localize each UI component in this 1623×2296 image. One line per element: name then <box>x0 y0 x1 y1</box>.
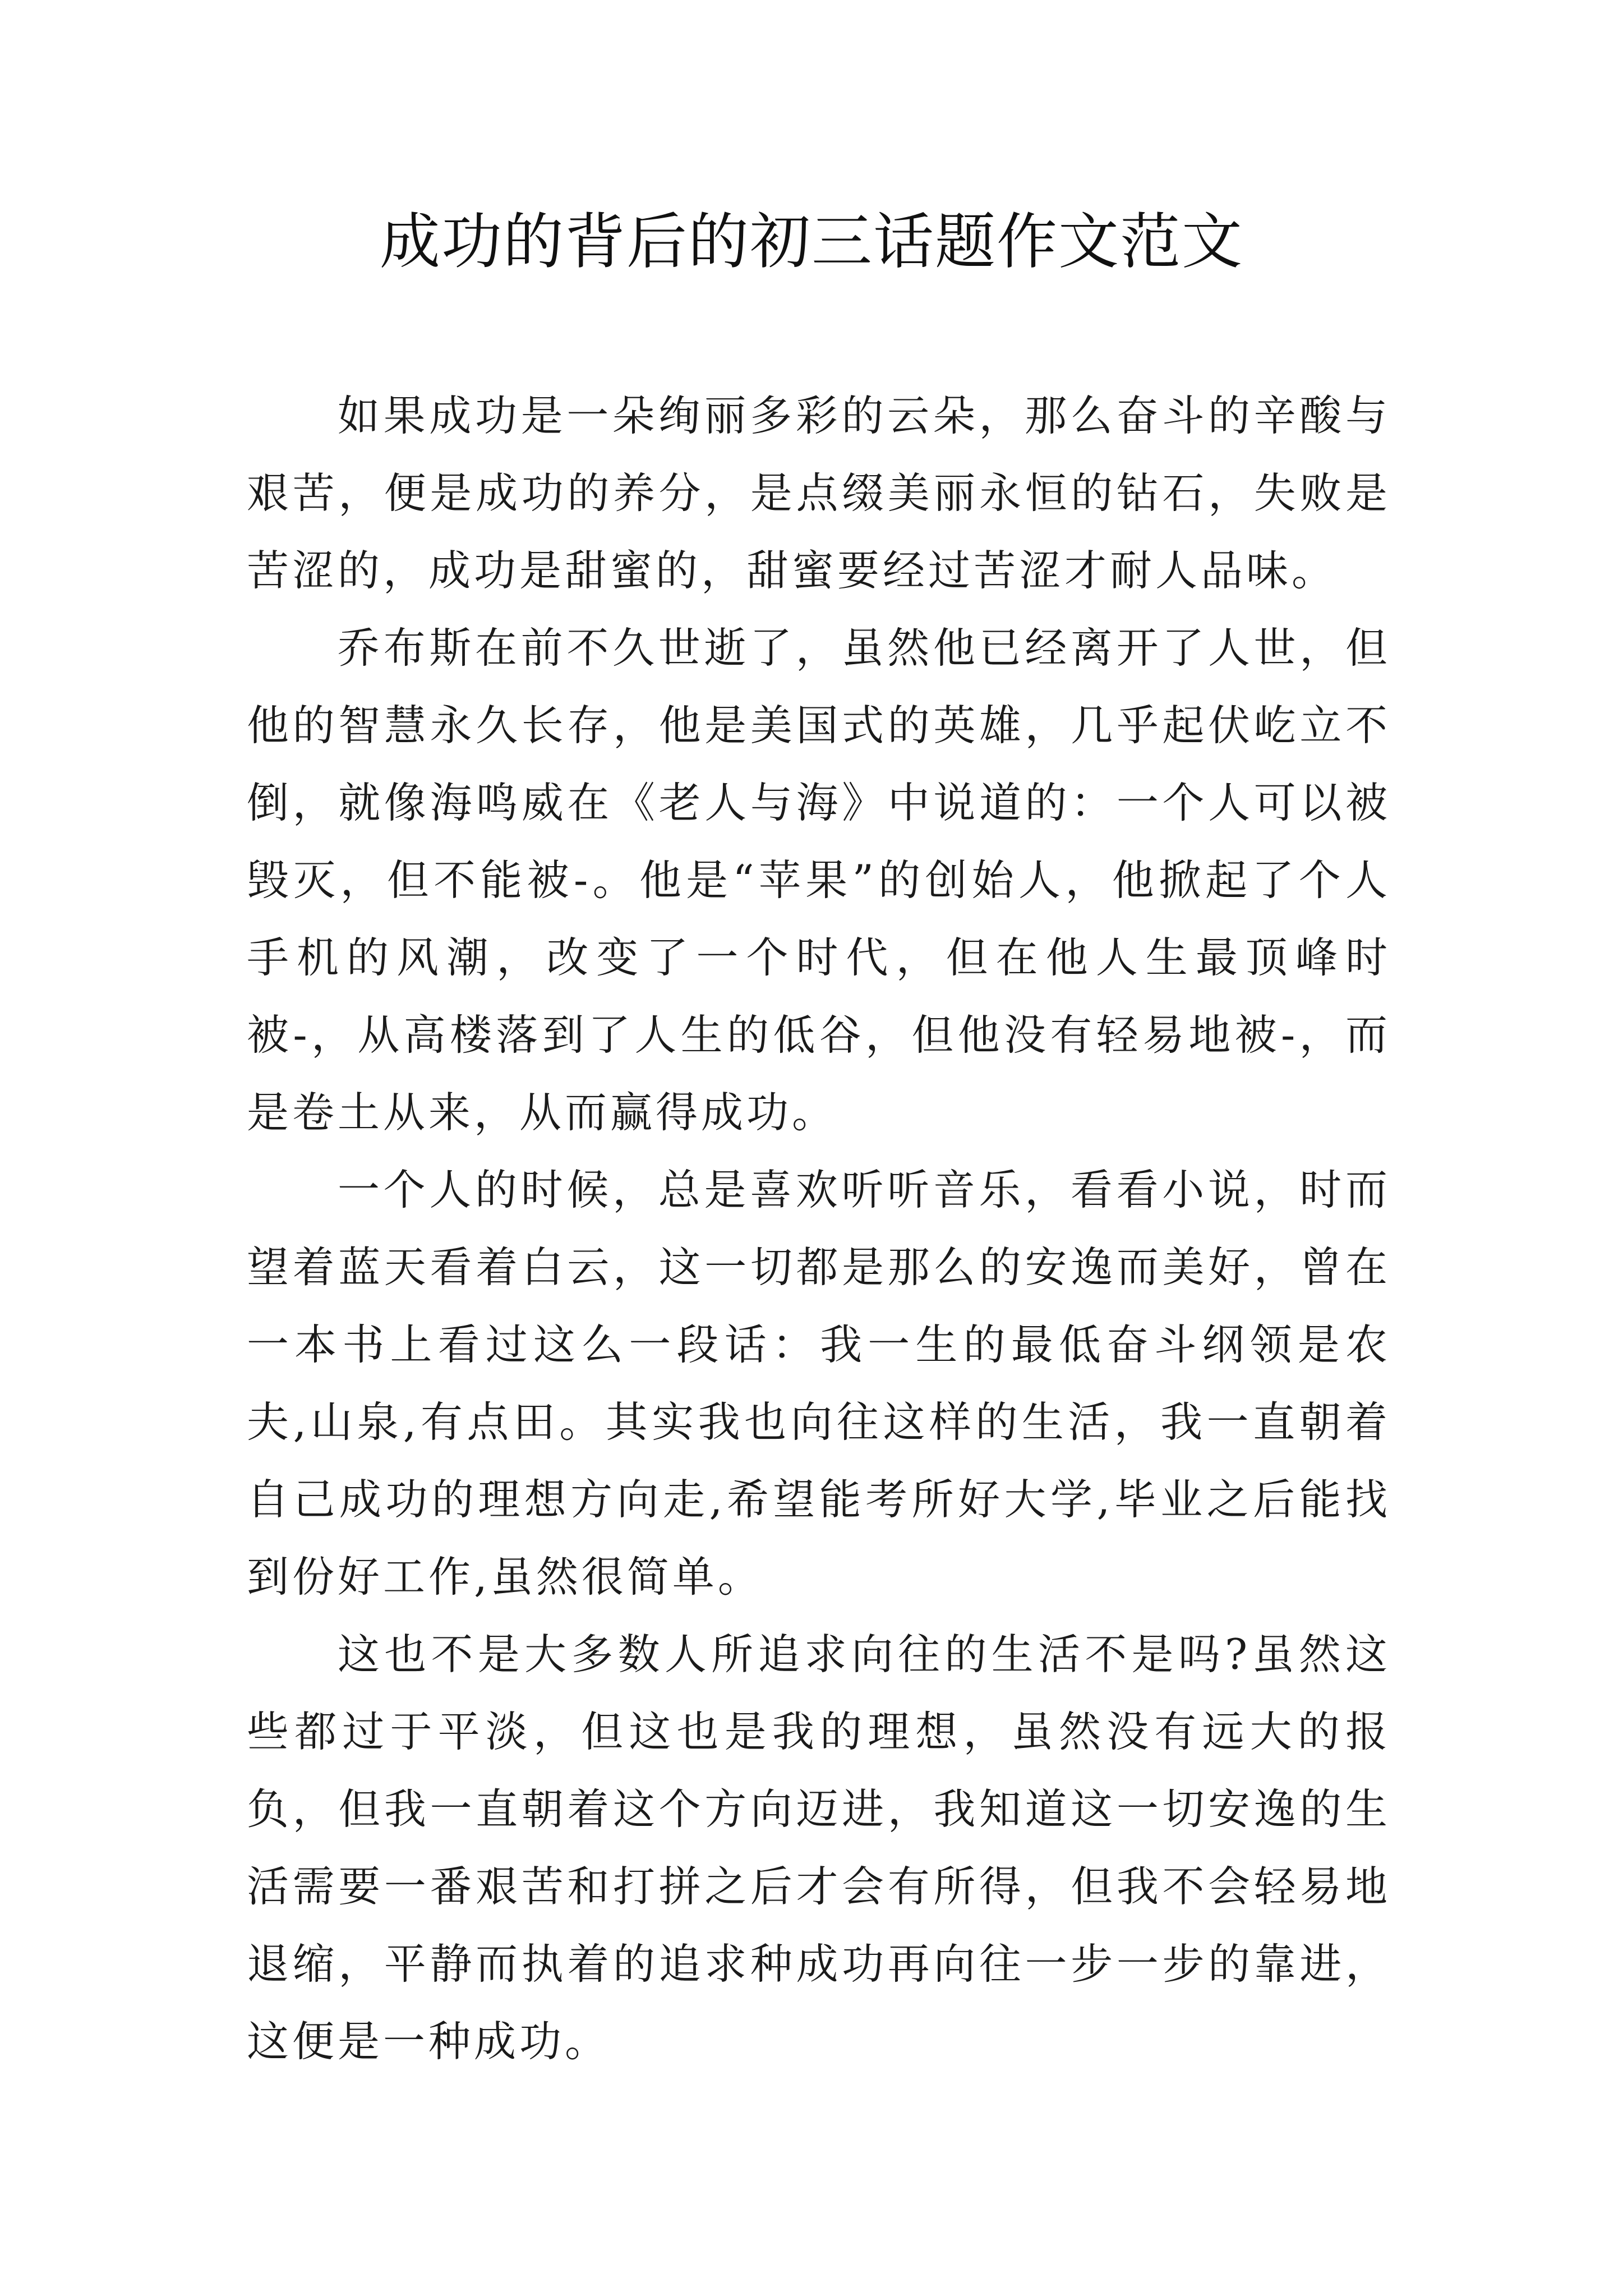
document-title: 成功的背后的初三话题作文范文 <box>379 207 1243 277</box>
paragraph-1: 如果成功是一朵绚丽多彩的云朵，那么奋斗的辛酸与艰苦，便是成功的养分，是点缀美丽永恒的钻石，失败是苦涩的，成功是甜蜜的，甜蜜要经过苦涩才耐人品味。 <box>247 391 1391 595</box>
paragraph-3: 一个人的时候，总是喜欢听听音乐，看看小说，时而望着蓝天看着白云，这一切都是那么的安逸而美好，曾在一本书上看过这么一段话：我一生的最低奋斗纲领是农夫,山泉,有点田。其实我也向往这样的生活，我一直朝着自己成功的理想方向走,希望能考所好大学,毕业之后能找到份好工作,虽然很简单。 <box>247 1165 1391 1602</box>
document-body <box>247 377 1391 2080</box>
paragraph-2: 乔布斯在前不久世逝了，虽然他已经离开了人世，但他的智慧永久长存，他是美国式的英雄，几乎起伏屹立不倒，就像海鸣威在《老人与海》中说道的：一个人可以被毁灭，但不能被-。他是“苹果”的创始人，他掀起了个人手机的风潮，改变了一个时代，但在他人生最顶峰时被-，从高楼落到了人生的低谷，但他没有轻易地被-，而是卷土从来，从而赢得成功。 <box>247 623 1391 1137</box>
paragraph-4: 这也不是大多数人所追求向往的生活不是吗?虽然这些都过于平淡，但这也是我的理想，虽然没有远大的报负，但我一直朝着这个方向迈进，我知道这一切安逸的生活需要一番艰苦和打拼之后才会有所得，但我不会轻易地退缩，平静而执着的追求种成功再向往一步一步的靠进，这便是一种成功。 <box>247 1630 1391 2066</box>
